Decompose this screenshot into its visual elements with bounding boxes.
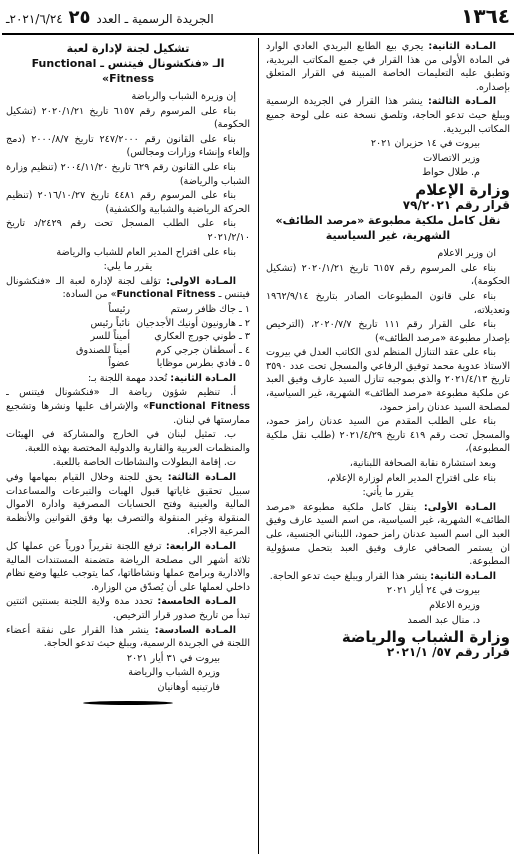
- article-latin: Functional Fitness: [116, 289, 216, 301]
- sports-signer-title: وزيرة الشباب والرياضة: [128, 667, 220, 679]
- sports-article-5: [6, 595, 250, 622]
- article-label: المـادة الثانية:: [428, 41, 496, 52]
- info-signer-title: وزيرة الاعلام: [429, 599, 480, 611]
- article-text: يجري بيع الطابع البريدي العادي الوارد في المادة الأولى من هذا القرار في جميع المكاتب البريدية، وتطبق عليه التعليمات الخاصة المبينة في القرار المتعلق بإصداره.: [266, 41, 510, 93]
- article-label: المـادة الخامسة:: [157, 596, 236, 608]
- preamble-line: بناء على عقد التنازل المنظم لدى الكاتب العدل في بيروت الاستاذ عدوية محمد توفيق الرفاعي والمسجل تحت عدد ٣٥٩٠ تاريخ ٢٠٢١/٤/١٣ والذي بموجبه تنازل السيد عارف وفيق العبد عن ملكية مطبوعة «مرصد الطائف» الشهرية، غير السياسية، لمصلحة السيد عدنان رامز حمود،: [266, 347, 510, 413]
- article-label: المـادة الرابعة:: [165, 541, 236, 552]
- preamble-line: بناء على الطلب المسجل تحت رقم ٢٤٢٩/د تاريخ ٢٠٢١/٢/١٠: [6, 218, 250, 243]
- decides-line: يقرر ما يأتي:: [362, 487, 414, 499]
- sports-article-6: [6, 624, 250, 651]
- article-text: تؤلف لجنة لإدارة لعبة الـ «فنكشونال فيتنس ـ: [6, 275, 250, 301]
- committee-members: [6, 303, 250, 371]
- title-close: »: [101, 72, 110, 85]
- member-row: [6, 357, 250, 371]
- member-row: [6, 344, 250, 358]
- decree-number-79: قرار رقم ٧٩/٢٠٢١: [402, 197, 510, 212]
- committee-title: [6, 41, 250, 86]
- ministry-heading-youth-sports: وزارة الشباب والرياضة: [341, 628, 510, 647]
- sports-article-3: [6, 471, 250, 539]
- article-text: ينقل كامل ملكية مطبوعة «مرصد الطائف» الشهرية، غير السياسية، من اسم السيد عارف وفيق العبد الى اسم السيد عدنان رامز حمود، اللبناني الجنسية، على ان يستمر الصحافي عارف وفيق العبد بتحمل مسؤولية المطبوعة.: [266, 501, 510, 568]
- preamble-line: بناء على قانون المطبوعات الصادر بتاريخ ١٩٦٢/٩/١٤ وتعديلاته،: [266, 290, 510, 316]
- decree-subject: نقل كامل ملكية مطبوعة «مرصد الطائف» الشهرية، غير السياسية: [275, 214, 501, 243]
- preamble-line: بناء على اقتراح المدير العام لوزارة الإعلام،: [326, 472, 496, 484]
- decree-number-57: قرار رقم ٥٧/ ٢٠٢١/١: [386, 644, 510, 659]
- article-label: المـادة الثانية:: [430, 570, 496, 582]
- page-number: ١٣٦٤: [461, 4, 510, 28]
- article-text: تحدد مدة ولاية اللجنة بسنتين اثنتين تبدأ من تاريخ صدور قرار الترخيص.: [6, 596, 250, 621]
- article-label: المـادة الثانية:: [170, 372, 236, 384]
- section-end-divider: [6, 696, 250, 710]
- preamble-line: بناء على اقتراح المدير العام للشباب والرياضة: [56, 246, 236, 258]
- item-text: » والإشراف عليها ونشرها وتشجيع ممارستها في لبنان.: [6, 401, 250, 426]
- sports-article-1: [6, 275, 250, 302]
- preamble-line: بناء على المرسوم رقم ٦١٥٧ تاريخ ٢٠٢٠/١/٢١ (تشكيل الحكومة): [6, 105, 250, 131]
- telecom-place-date: بيروت في ١٤ حزيران ٢٠٢١: [370, 138, 480, 150]
- gazette-prefix: الجريدة الرسمية ـ العدد: [96, 12, 214, 26]
- article-label: المـادة الثالثة:: [167, 472, 236, 484]
- member-name: ٢ ـ هارونيون أونيك الأجدجيان: [136, 317, 250, 329]
- sports-signer-name: فارتينيه أوهانيان: [157, 681, 220, 693]
- member-role: أميناً للسر: [90, 331, 130, 343]
- member-row: [6, 330, 250, 344]
- ornament-divider: [83, 701, 173, 705]
- article-text: ينشر هذا القرار في الجريدة الرسمية ويبلغ حيث تدعو الحاجة، وتلصق نسخة عنه على لوحة جميع المكاتب البريدية.: [266, 96, 510, 135]
- article-label: المـادة الأولى:: [423, 501, 496, 513]
- member-role: أميناً للصندوق: [76, 344, 130, 356]
- sports-article-4: [6, 540, 250, 594]
- article-label: المـادة الثالثة:: [428, 96, 496, 108]
- member-row: [6, 317, 250, 331]
- article-2-item-b: ب. تمثيل لبنان في الخارج والمشاركة في الهيئات والمنظمات العربية والقارية والدولية المختصة بهذه اللعبة.: [6, 429, 250, 454]
- preamble-line: بناء على الطلب المقدم من السيد عدنان رامز حمود، والمسجل تحت رقم ٤١٩ تاريخ ٢٠٢١/٤/٢٩ (طلب نقل ملكية المطبوعة)،: [266, 416, 510, 455]
- article-2-item-a: [6, 386, 250, 427]
- member-name: ٥ ـ فادي بطرس موظايا: [156, 358, 250, 370]
- left-column: [6, 40, 250, 854]
- article-text: ينشر هذا القرار ويبلغ حيث تدعو الحاجة.: [269, 570, 428, 582]
- member-row: [6, 303, 250, 317]
- committee-title-line2: [6, 56, 250, 86]
- info-article-2: [266, 570, 510, 584]
- telecom-article-3: [266, 95, 510, 136]
- preamble-line: بناء على القانون رقم ٦٢٩ تاريخ ٢٠٠٤/١١/٢٠ (تنظيم وزارة الشباب والرياضة): [6, 161, 250, 187]
- issue-number: ٢٥: [68, 7, 91, 28]
- telecom-signer-title: وزير الاتصالات: [423, 152, 480, 164]
- member-role: نائباً رئيس: [90, 317, 130, 329]
- member-name: ٤ ـ أسطفان جرجي كرم: [155, 344, 250, 356]
- issue-date: ٢٠٢١/٦/٢٤ـ: [6, 12, 63, 26]
- page-header: [0, 0, 516, 36]
- article-label: المـادة الاولى:: [166, 275, 236, 287]
- right-column: [266, 40, 510, 854]
- preamble-line: إن وزيرة الشباب والرياضة: [131, 91, 236, 102]
- member-name: ١ ـ جاك ظافر رستم: [170, 303, 250, 315]
- article-text: ترفع اللجنة تقريراً دورياً عن عملها كل ثلاثة أشهر الى مصلحة الرياضة متضمنة المستندات المالية والادارية وبرامج عملها ونشاطاتها، كما يتوجب عليها وضع نظام داخلي لعملها على أن يُصدّق من الوزارة.: [6, 541, 250, 593]
- member-role: عضواً: [108, 358, 130, 370]
- title-text: الـ «فنكشونال فيتنس ـ: [100, 57, 225, 70]
- info-place-date: بيروت في ٢٤ أيار ٢٠٢١: [386, 585, 480, 597]
- item-latin: Functional Fitness: [149, 401, 250, 413]
- header-rule: [2, 33, 514, 35]
- member-role: رئيساً: [108, 303, 130, 315]
- preamble-line: بناء على المرسوم رقم ٦١٥٧ تاريخ ٢٠٢٠/١/٢١ (تشكيل الحكومة)،: [266, 262, 510, 288]
- article-label: المـادة السادسة:: [154, 624, 236, 636]
- preamble-line: ان وزير الاعلام: [437, 248, 496, 260]
- title-latin: Functional Fitness: [31, 57, 155, 85]
- telecom-article-2: [266, 40, 510, 94]
- decides-line: يقرر ما يلي:: [103, 261, 153, 273]
- column-divider: [258, 38, 259, 854]
- telecom-signer-name: م. طلال حواط: [422, 167, 480, 179]
- article-text: تُحدد مهمة اللجنة بـ:: [87, 372, 168, 384]
- article-2-item-c: ت. إقامة البطولات والنشاطات الخاصة باللعبة.: [52, 457, 236, 469]
- gazette-issue-line: [6, 7, 214, 28]
- article-text: يحق للجنة وخلال القيام بمهامها وفي سبيل تحقيق غاياتها قبول الهبات والتبرعات والمساعدات المالية والعينية وفتح الحسابات المصرفية وادارة الاموال المنقولة وغير المنقولة والتصرف بها وفق القوانين والأنظمة المرعية الاجراء.: [6, 472, 250, 538]
- info-article-1: [266, 501, 510, 569]
- info-signer-name: د. منال عبد الصمد: [407, 614, 480, 626]
- sports-article-2: [6, 372, 250, 386]
- preamble-line: بناء على المرسوم رقم ٤٤٨١ تاريخ ٢٠١٦/١٠/٢٧ (تنظيم الحركة الرياضية والشبابية والكشفية): [6, 190, 250, 215]
- article-text: ينشر هذا القرار على نفقة أعضاء اللجنة في الجريدة الرسمية، ويبلغ حيث تدعو الحاجة.: [6, 624, 250, 650]
- committee-title-line1: تشكيل لجنة لإدارة لعبة: [66, 42, 190, 55]
- sports-place-date: بيروت في ٣١ أيار ٢٠٢١: [126, 652, 220, 664]
- preamble-line: بناء على القرار رقم ١١١ تاريخ ٢٠٢٠/٧/٧، (الترخيص بإصدار مطبوعة «مرصد الطائف»): [266, 319, 510, 344]
- item-text: أ. تنظيم شؤون رياضة الـ «فنكشونال فيتنس ـ: [6, 387, 236, 399]
- article-text: » من السادة:: [62, 289, 117, 301]
- preamble-line: بناء على القانون رقم ٢٤٧/٢٠٠٠ تاريخ ٢٠٠٠/٨/٧ (دمج وإلغاء وإنشاء وزارات ومجالس): [6, 133, 250, 159]
- preamble-line: وبعد استشارة نقابة الصحافة اللبنانية،: [349, 458, 496, 470]
- member-name: ٣ ـ طوني جورج العكاري: [154, 331, 250, 343]
- ministry-heading-information: وزارة الإعلام: [415, 180, 510, 199]
